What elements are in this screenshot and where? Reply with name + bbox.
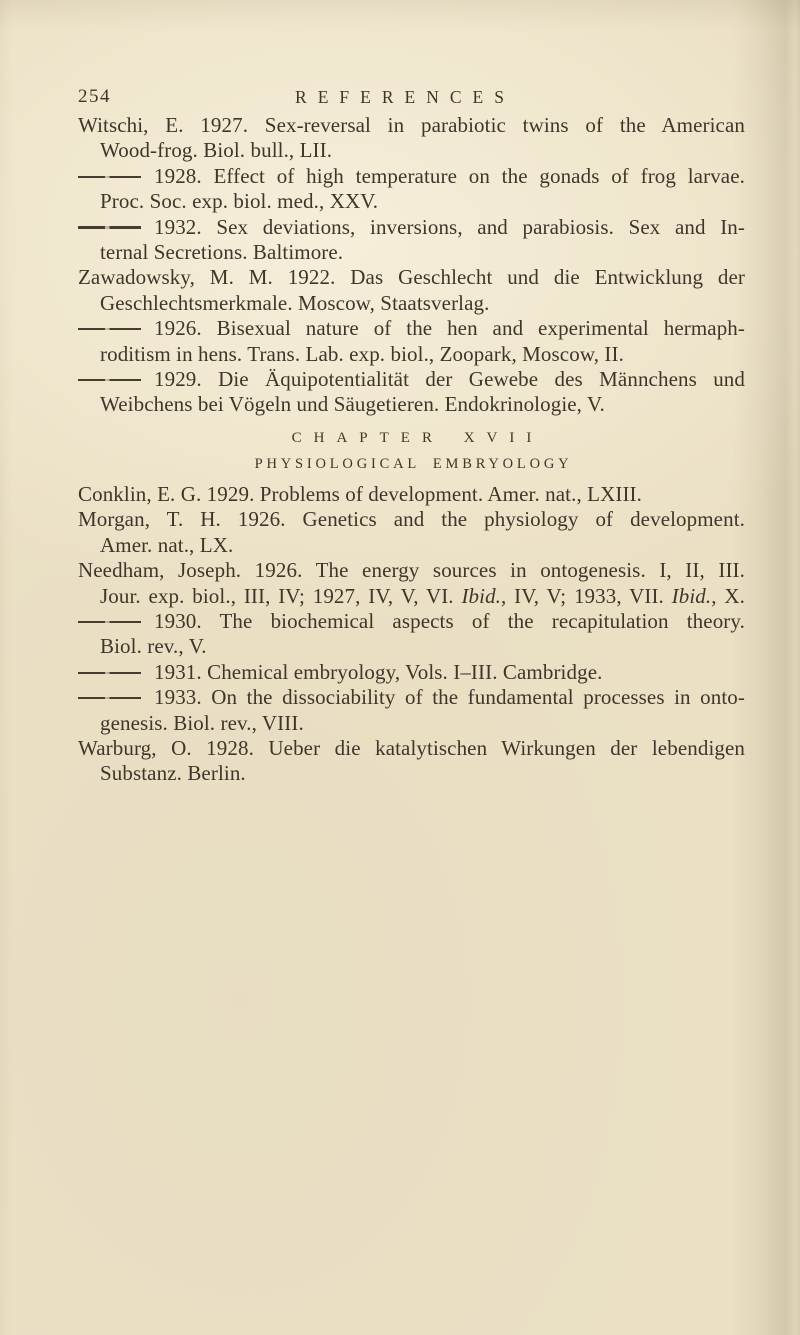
reference-text: , X. — [711, 583, 745, 608]
reference-line — [78, 215, 745, 240]
reference-text: 1930. The biochemical aspects of the recapitulation theory. — [154, 608, 745, 633]
same-author-dash-rule — [78, 328, 141, 330]
chapter-subheading: PHYSIOLOGICAL EMBRYOLOGY — [254, 455, 573, 472]
reference-line — [100, 291, 745, 316]
reference-line — [100, 138, 745, 163]
reference-line — [100, 342, 745, 367]
reference-line — [100, 761, 745, 786]
reference-text: Morgan, T. H. 1926. Genetics and the physiology of development. — [78, 507, 745, 532]
reference-line — [78, 113, 745, 138]
reference-text: 1931. Chemical embryology, Vols. I–III. Cambridge. — [154, 659, 603, 684]
reference-line — [78, 736, 745, 761]
reference-line — [100, 711, 745, 736]
reference-text-italic: Ibid. — [461, 583, 502, 608]
reference-text: Warburg, O. 1928. Ueber die katalytischen Wirkungen der lebendigen — [78, 735, 745, 760]
same-author-dash-rule — [78, 621, 141, 623]
reference-text: Substanz. Berlin. — [100, 761, 246, 786]
reference-line — [100, 189, 745, 214]
page-number: 254 — [78, 86, 111, 107]
same-author-dash-rule — [78, 226, 141, 228]
reference-text: genesis. Biol. rev., VIII. — [100, 710, 304, 735]
reference-text: 1933. On the dissociability of the fundamental processes in onto- — [154, 685, 745, 710]
reference-text: 1932. Sex deviations, inversions, and parabiosis. Sex and In- — [154, 214, 745, 239]
reference-text: Jour. exp. biol., III, IV; 1927, IV, V, VI. — [100, 583, 462, 608]
reference-line — [100, 634, 745, 659]
reference-text: ternal Secretions. Baltimore. — [100, 240, 344, 265]
same-author-dash-rule — [78, 672, 141, 674]
reference-line — [100, 533, 745, 558]
reference-text: Zawadowsky, M. M. 1922. Das Geschlecht und die Entwicklung der — [78, 265, 745, 290]
reference-text: Geschlechtsmerkmale. Moscow, Staatsverlag. — [100, 290, 490, 315]
reference-line — [100, 584, 745, 609]
references-section-2 — [78, 482, 745, 787]
reference-text: Needham, Joseph. 1926. The energy sources in ontogenesis. I, II, III. — [78, 558, 745, 583]
reference-line — [78, 558, 745, 583]
text-block — [78, 86, 745, 787]
chapter-heading: CHAPTER XVII — [291, 429, 544, 446]
reference-text: Proc. Soc. exp. biol. med., XXV. — [100, 189, 379, 214]
reference-line — [100, 392, 745, 417]
reference-line — [78, 609, 745, 634]
reference-line — [78, 660, 745, 685]
reference-text-italic: Ibid. — [671, 583, 712, 608]
reference-text: roditism in hens. Trans. Lab. exp. biol., Zoopark, Moscow, II. — [100, 341, 624, 366]
reference-text: Weibchens bei Vögeln und Säugetieren. Endokrinologie, V. — [100, 392, 605, 417]
reference-text: Wood-frog. Biol. bull., LII. — [100, 138, 333, 163]
reference-text: 1928. Effect of high temperature on the gonads of frog larvae. — [154, 163, 745, 188]
reference-text: Amer. nat., LX. — [100, 532, 234, 557]
reference-line — [78, 164, 745, 189]
references-section-1 — [78, 113, 745, 418]
reference-line — [100, 240, 745, 265]
reference-text: 1926. Bisexual nature of the hen and experimental hermaph- — [154, 316, 745, 341]
page-header — [78, 86, 745, 108]
reference-text: , IV, V; 1933, VII. — [501, 583, 672, 608]
reference-text: Witschi, E. 1927. Sex-reversal in parabiotic twins of the American — [78, 113, 745, 137]
reference-text: Biol. rev., V. — [100, 634, 207, 659]
reference-line — [78, 482, 745, 507]
same-author-dash-rule — [78, 379, 141, 381]
reference-line — [78, 507, 745, 532]
reference-text: 1929. Die Äquipotentialität der Gewebe des Männchens und — [154, 367, 745, 392]
reference-text: Conklin, E. G. 1929. Problems of development. Amer. nat., LXIII. — [78, 481, 642, 506]
same-author-dash-rule — [78, 176, 141, 178]
reference-line — [78, 316, 745, 341]
same-author-dash-rule — [78, 697, 141, 699]
reference-line — [78, 265, 745, 290]
reference-line — [78, 367, 745, 392]
running-head: REFERENCES — [295, 87, 515, 107]
reference-line — [78, 685, 745, 710]
